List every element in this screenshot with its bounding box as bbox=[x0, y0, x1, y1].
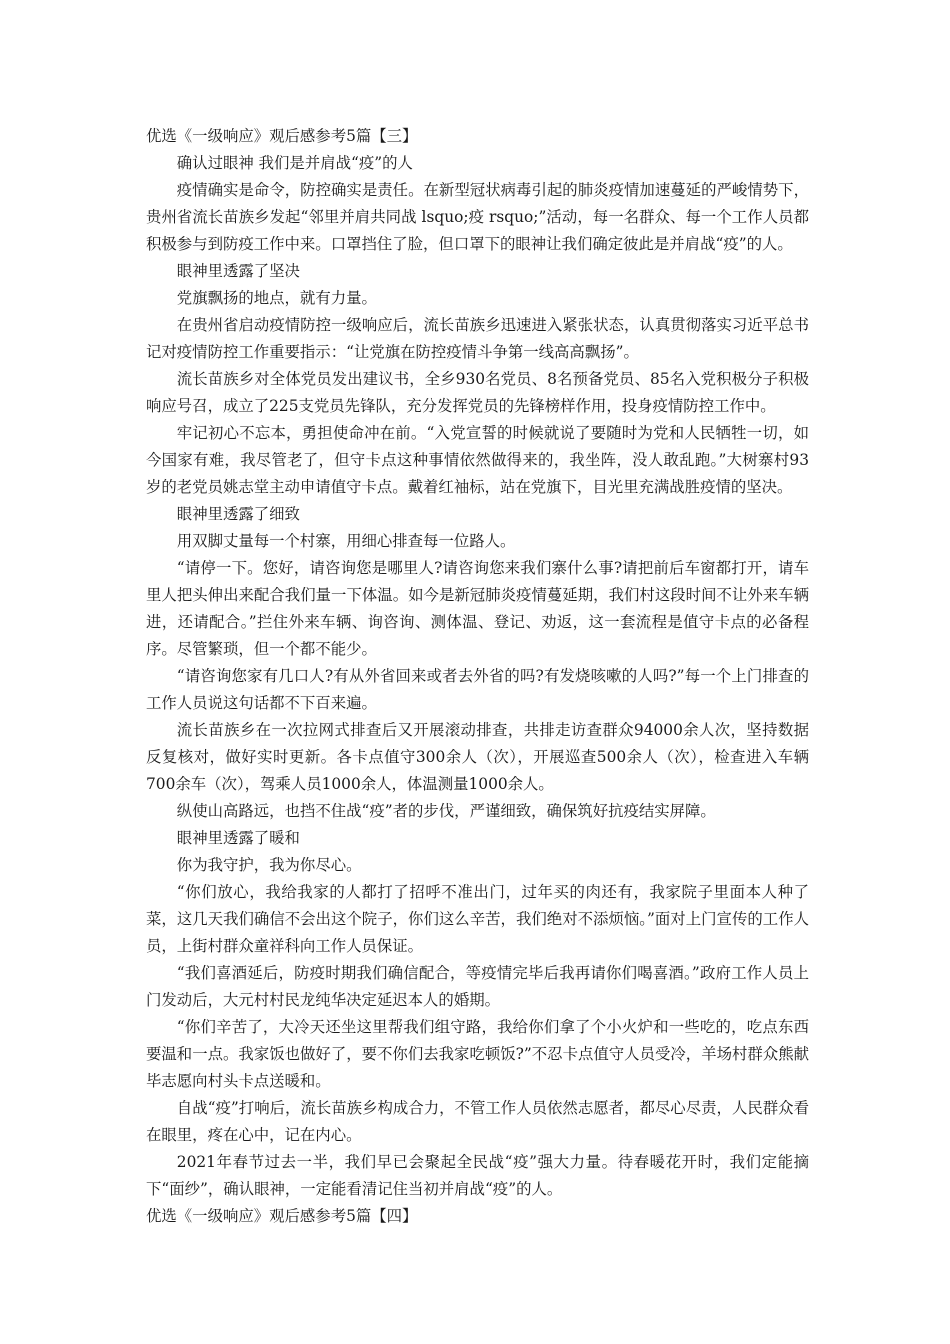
subheading-meticulous: 眼神里透露了细致 bbox=[176, 505, 300, 523]
paragraph: “你们辛苦了，大冷天还坐这里帮我们组守路，我给你们拿了个小火炉和一些吃的，吃点东西要温和一点。我家饭也做好了，要不你们去我家吃顿饭?”不忍卡点值守人员受冷，羊场村群众熊献毕志愿向村头卡点送暖和。 bbox=[146, 1018, 809, 1090]
section-four-title: 优选《一级响应》观后感参考5篇【四】 bbox=[146, 1207, 418, 1225]
paragraph-conclusion: 2021年春节过去一半，我们早已会聚起全民战“疫”强大力量。待春暖花开时，我们定能摘下“面纱”，确认眼神，一定能看清记住当初并肩战“疫”的人。 bbox=[146, 1153, 809, 1198]
paragraph: 流长苗族乡对全体党员发出建议书，全乡930名党员、8名预备党员、85名入党积极分子积极响应号召，成立了225支党员先锋队，充分发挥党员的先锋榜样作用，投身疫情防控工作中。 bbox=[146, 370, 809, 415]
paragraph: 你为我守护，我为你尽心。 bbox=[176, 856, 362, 874]
subheading-determination: 眼神里透露了坚决 bbox=[176, 262, 300, 280]
subheading-warmth: 眼神里透露了暖和 bbox=[176, 829, 300, 847]
paragraph: “请停一下。您好，请咨询您是哪里人?请咨询您来我们寨什么事?请把前后车窗都打开，请车里人把头伸出来配合我们量一下体温。如今是新冠肺炎疫情蔓延期，我们村这段时间不让外来车辆进，还请配合。”拦住外来车辆、询咨询、测体温、登记、劝返，这一套流程是值守卡点的必备程序。尽管繁琐，但一个都不能少。 bbox=[146, 559, 809, 658]
paragraph: 牢记初心不忘本，勇担使命冲在前。“入党宣誓的时候就说了要随时为党和人民牺牲一切，如今国家有难，我尽管老了，但守卡点这种事情依然做得来的，我坐阵，没人敢乱跑。”大树寨村93岁的老党员姚志堂主动申请值守卡点。戴着红袖标，站在党旗下，目光里充满战胜疫情的坚决。 bbox=[146, 424, 809, 496]
paragraph: 用双脚丈量每一个村寨，用细心排查每一位路人。 bbox=[176, 532, 516, 550]
paragraph: 流长苗族乡在一次拉网式排查后又开展滚动排查，共排走访查群众94000余人次，坚持数据反复核对，做好实时更新。各卡点值守300余人（次），开展巡查500余人（次），检查进入车辆700余车（次），驾乘人员1000余人，体温测量1000余人。 bbox=[146, 721, 809, 793]
subtitle-eyes: 确认过眼神 我们是并肩战“疫”的人 bbox=[176, 154, 413, 172]
paragraph: 纵使山高路远，也挡不住战“疫”者的步伐，严谨细致，确保筑好抗疫结实屏障。 bbox=[176, 802, 716, 820]
paragraph: “请咨询您家有几口人?有从外省回来或者去外省的吗?有发烧咳嗽的人吗?”每一个上门排查的工作人员说这句话都不下百来遍。 bbox=[146, 667, 809, 712]
paragraph: “你们放心，我给我家的人都打了招呼不准出门，过年买的肉还有，我家院子里面本人种了菜，这几天我们确信不会出这个院子，你们这么辛苦，我们绝对不添烦恼。”面对上门宣传的工作人员，上街村群众童祥科向工作人员保证。 bbox=[146, 883, 809, 955]
paragraph: 在贵州省启动疫情防控一级响应后，流长苗族乡迅速进入紧张状态，认真贯彻落实习近平总书记对疫情防控工作重要指示：“让党旗在防控疫情斗争第一线高高飘扬”。 bbox=[146, 316, 809, 361]
section-three-title: 优选《一级响应》观后感参考5篇【三】 bbox=[146, 127, 418, 145]
paragraph: “我们喜酒延后，防疫时期我们确信配合，等疫情完毕后我再请你们喝喜酒。”政府工作人员上门发动后，大元村村民龙纯华决定延迟本人的婚期。 bbox=[146, 964, 809, 1009]
paragraph: 自战“疫”打响后，流长苗族乡构成合力，不管工作人员依然志愿者，都尽心尽责，人民群众看在眼里，疼在心中，记在内心。 bbox=[146, 1099, 809, 1144]
document-body bbox=[146, 123, 809, 1230]
paragraph-intro: 疫情确实是命令，防控确实是责任。在新型冠状病毒引起的肺炎疫情加速蔓延的严峻情势下，贵州省流长苗族乡发起“邻里并肩共同战 lsquo;疫 rsquo;”活动，每一名群众、每一个工作人员都积极参与到防疫工作中来。口罩挡住了脸，但口罩下的眼神让我们确定彼此是并肩战“疫”的人。 bbox=[146, 181, 809, 253]
paragraph: 党旗飘扬的地点，就有力量。 bbox=[176, 289, 377, 307]
